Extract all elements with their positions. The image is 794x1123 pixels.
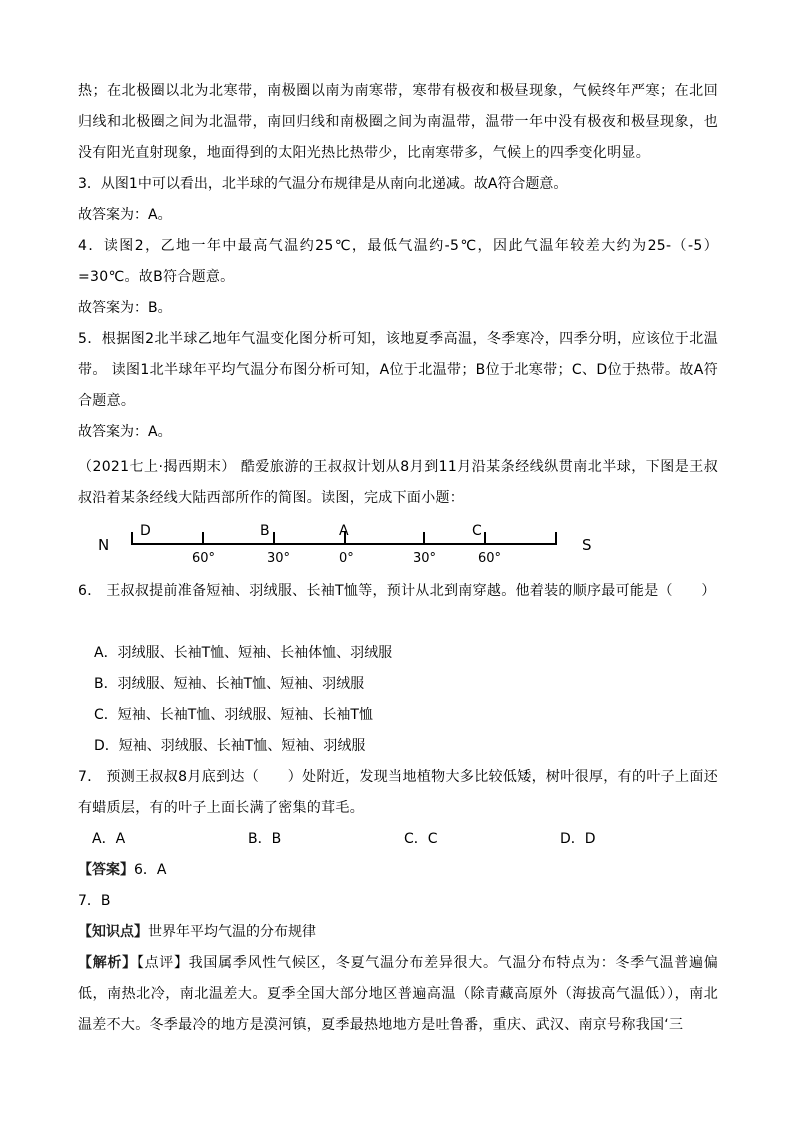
tick-label-60n: 60° [192, 551, 216, 566]
q6-option-a: A．羽绒服、长袖T恤、短袖、长袖体恤、羽绒服 [94, 645, 393, 661]
tick-label-30s: 30° [413, 551, 437, 566]
comment-tag: 【点评】 [136, 955, 189, 971]
answer-5: 故答案为：A。 [78, 424, 172, 440]
explanation-top: 热；在北极圈以北为北寒带，南极圈以南为南寒带，寒带有极夜和极昼现象，气候终年严寒；在北回归线和北极圈之间为北温带，南回归线和南极圈之间为南温带，温带一年中没有极夜和极昼现象，也没有阳光直射现象，地面得到的太阳光热比热带少，比南寒带多，气候上的四季变化明显。 [78, 83, 718, 161]
tick-label-30n: 30° [267, 551, 291, 566]
analysis-text: 我国属季风性气候区，冬夏气温分布差异很大。气温分布特点为：冬季气温普遍偏低，南热北冷，南北温差大。夏季全国大部分地区普遍高温（除青藏高原外（海拔高气温低）），南北温差不大。冬季最冷的地方是漠河镇，夏季最热地地方是吐鲁番，重庆、武汉、南京号称我国‘三 [78, 955, 718, 1033]
item-5: 5．根据图2北半球乙地年气温变化图分析可知，该地夏季高温，冬季寒冷，四季分明，应该位于北温带。 读图1北半球年平均气温分布图分析可知，A位于北温带；B位于北寒带；C、D位于热带。故A符合题意。 [78, 331, 718, 409]
analysis-tag: 【解析】 [78, 955, 137, 971]
answer-6: 6．A [134, 862, 167, 878]
tick-label-60s: 60° [478, 551, 502, 566]
answer-7: 7．B [78, 893, 111, 909]
q7-option-d: D．D [560, 831, 596, 847]
north-label: N [98, 536, 110, 554]
answer-line-1 [78, 855, 166, 886]
answer-4: 故答案为：B。 [78, 300, 172, 316]
q7-options [92, 824, 712, 855]
south-label: S [582, 536, 592, 554]
q7-option-c: C．C [404, 831, 438, 847]
answer-tag: 【答案】 [78, 862, 134, 878]
point-d-label: D [140, 523, 151, 539]
item-4: 4．读图2，乙地一年中最高气温约25℃，最低气温约-5℃，因此气温年较差大约为25-（-5）=30℃。故B符合题意。 [78, 238, 718, 285]
question-7-stem: 7． 预测王叔叔8月底到达（ ）处附近，发现当地植物大多比较低矮，树叶很厚，有的叶子上面还有蜡质层，有的叶子上面长满了密集的茸毛。 [78, 769, 718, 816]
point-c-label: C [472, 523, 482, 539]
intro-paragraph: （2021七上·揭西期末） 酷爱旅游的王叔叔计划从8月到11月沿某条经线纵贯南北半球，下图是王叔叔沿着某条经线大陆西部所作的简图。读图，完成下面小题： [78, 459, 718, 506]
point-b-label: B [260, 523, 270, 539]
point-a-label: A [339, 523, 349, 539]
question-6-stem: 6． 王叔叔提前准备短袖、羽绒服、长袖T恤等，预计从北到南穿越。他着装的顺序最可能是（ ） [78, 583, 716, 599]
q7-option-b: B．B [248, 831, 282, 847]
analysis-paragraph [78, 948, 718, 1041]
q6-option-b: B．羽绒服、短袖、长袖T恤、短袖、羽绒服 [94, 676, 365, 692]
item-3: 3．从图1中可以看出，北半球的气温分布规律是从南向北递减。故A符合题意。 [78, 176, 568, 192]
q7-option-a: A．A [92, 831, 126, 847]
meridian-diagram [90, 518, 610, 570]
knowledge-line [78, 917, 316, 948]
tick-label-0: 0° [339, 551, 354, 566]
q6-option-c: C．短袖、长袖T恤、羽绒服、短袖、长袖T恤 [94, 707, 373, 723]
q6-option-d: D．短袖、羽绒服、长袖T恤、短袖、羽绒服 [94, 738, 366, 754]
knowledge-tag: 【知识点】 [78, 924, 148, 940]
answer-3: 故答案为：A。 [78, 207, 172, 223]
knowledge-text: 世界年平均气温的分布规律 [148, 924, 316, 940]
